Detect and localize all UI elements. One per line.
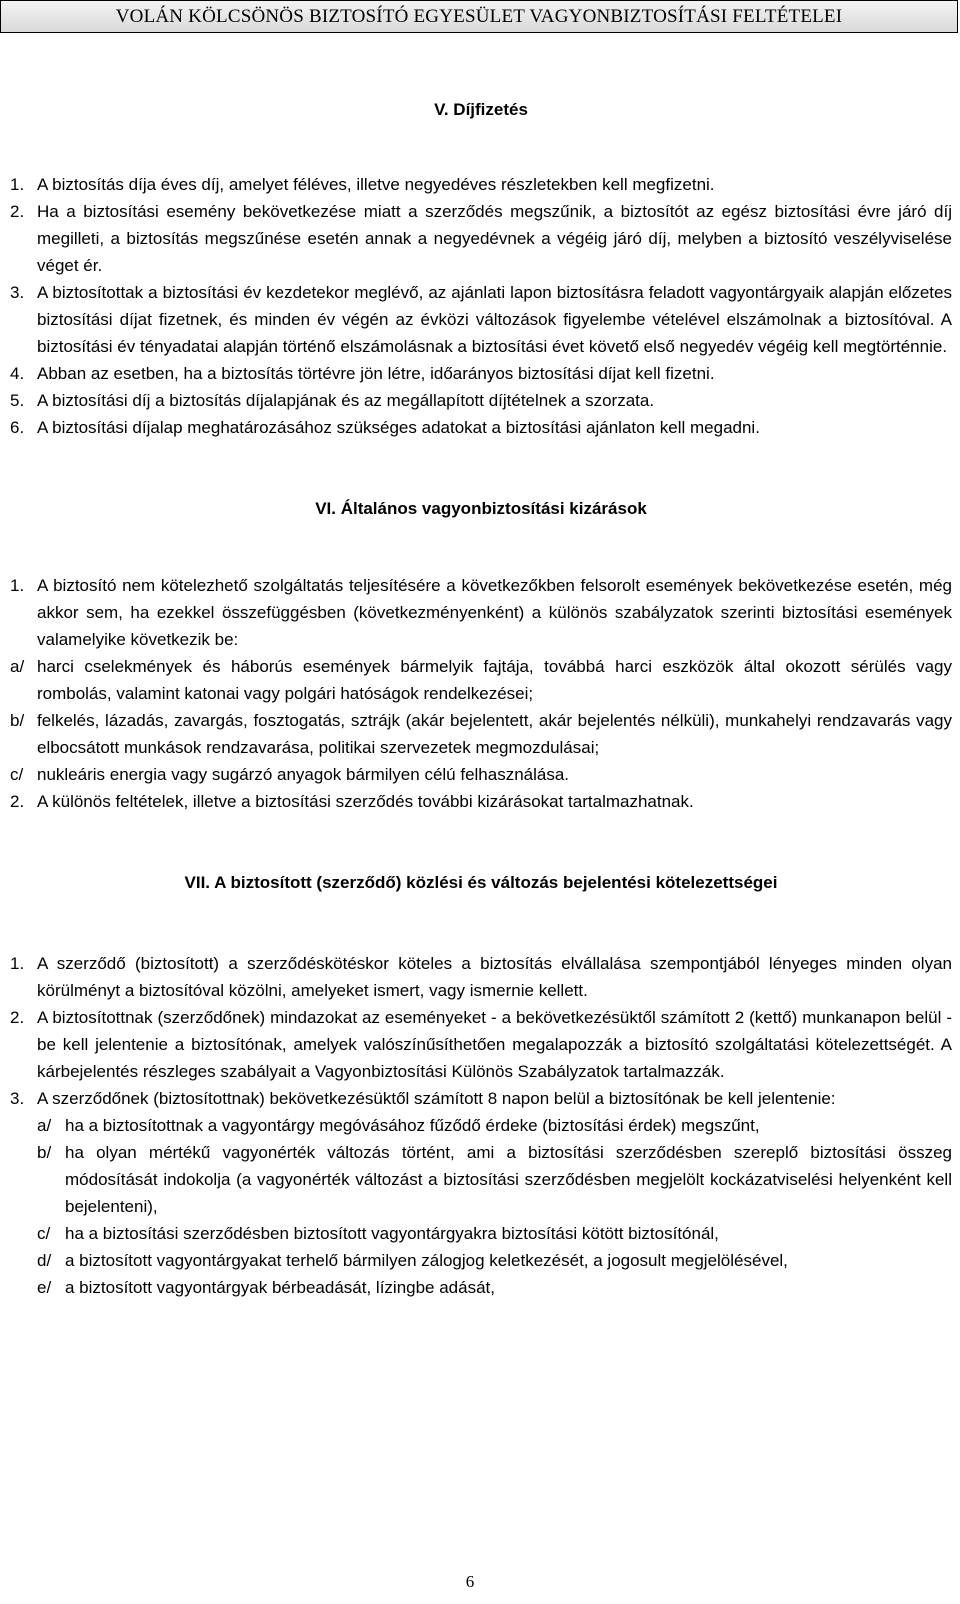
list-item xyxy=(10,198,952,279)
item-number: 2. xyxy=(10,792,25,811)
sub-item-text: ha a biztosítottnak a vagyontárgy megóvásához fűződő érdeke (biztosítási érdek) megszűnt, xyxy=(65,1116,760,1135)
section-title: VII. A biztosított (szerződő) közlési és változás bejelentési kötelezettségei xyxy=(184,873,778,892)
section-list xyxy=(10,950,952,1301)
item-text: Ha a biztosítási esemény bekövetkezése miatt a szerződés megszűnik, a biztosítót az egész biztosítási évre járó díj megilleti, a biztosítás megszűnése esetén annak a negyedévnek a végéig járó díj, melyben a biztosító veszélyviselése véget ér. xyxy=(37,202,952,275)
sub-item xyxy=(37,1220,952,1247)
section-title: VI. Általános vagyonbiztosítási kizárások xyxy=(315,499,647,518)
item-text: A biztosítottak a biztosítási év kezdetekor meglévő, az ajánlati lapon biztosításra feladott vagyontárgyaik alapján előzetes biztosítási díjat fizetnek, és minden év végén az évközi változások figyelembe vételével elszámolnak a biztosítóval. A biztosítási év tényadatai alapján történő elszámolásnak a biztosítási évet követő első negyedév végéig kell megtörténnie. xyxy=(37,283,952,356)
list-item xyxy=(10,360,952,387)
list-item xyxy=(10,171,952,198)
sub-item-label: c/ xyxy=(37,1224,51,1243)
section-list xyxy=(10,572,952,815)
item-number: 5. xyxy=(10,391,25,410)
item-text: A biztosítási díj a biztosítás díjalapjának és az megállapított díjtételnek a szorzata. xyxy=(37,391,655,410)
item-number: 1. xyxy=(10,576,25,595)
item-number: 3. xyxy=(10,283,25,302)
list-item xyxy=(10,788,952,815)
sub-item xyxy=(37,1112,952,1139)
sub-item-label: b/ xyxy=(10,711,25,730)
item-number: 2. xyxy=(10,202,25,221)
sub-item-text: ha a biztosítási szerződésben biztosított vagyontárgyakra biztosítási kötött biztosítónál, xyxy=(65,1224,719,1243)
item-number: 6. xyxy=(10,418,25,437)
sub-item-label: e/ xyxy=(37,1278,52,1297)
item-number: 3. xyxy=(10,1089,25,1108)
item-text: A biztosító nem kötelezhető szolgáltatás teljesítésére a következőkben felsorolt események bekövetkezése esetén, még akkor sem, ha ezekkel összefüggésben (következményenként) a különös szabályzatok szerinti biztosítási események valamelyike következik be: xyxy=(37,576,952,649)
list-item xyxy=(10,572,952,653)
section-list xyxy=(10,171,952,441)
sub-item xyxy=(37,1274,952,1301)
sub-item-text: ha olyan mértékű vagyonérték változás történt, ami a biztosítási szerződésben szereplő biztosítási összeg módosítását indokolja (a vagyonérték változást a biztosítási szerződésben megjelölt kockázatviselési helyenként kell bejelenteni), xyxy=(65,1143,952,1216)
item-number: 1. xyxy=(10,954,25,973)
item-text: A szerződőnek (biztosítottnak) bekövetkezésüktől számított 8 napon belül a biztosítónak be kell jelentenie: xyxy=(37,1089,836,1108)
list-item xyxy=(10,414,952,441)
item-text: A biztosítás díja éves díj, amelyet féléves, illetve negyedéves részletekben kell megfizetni. xyxy=(37,175,715,194)
sub-item-label: c/ xyxy=(10,765,24,784)
item-number: 1. xyxy=(10,175,25,194)
sub-item xyxy=(10,653,952,707)
sub-item-label: a/ xyxy=(37,1116,52,1135)
list-item xyxy=(10,950,952,1004)
page-number: 6 xyxy=(465,1572,475,1591)
document-header: VOLÁN KÖLCSÖNÖS BIZTOSÍTÓ EGYESÜLET VAGYONBIZTOSÍTÁSI FELTÉTELEI xyxy=(0,0,958,33)
item-text: A biztosítottnak (szerződőnek) mindazokat az eseményeket - a bekövetkezésüktől számított 2 (kettő) munkanapon belül - be kell jelentenie a biztosítónak, amelyek valószínűsíthetően megalapozzák a biztosító szolgáltatási kötelezettségét. A kárbejelentés részleges szabályait a Vagyonbiztosítási Különös Szabályzatok tartalmazzák. xyxy=(37,1008,952,1081)
sub-item-text: felkelés, lázadás, zavargás, fosztogatás, sztrájk (akár bejelentett, akár bejelentés nélküli), munkahelyi rendzavarás vagy elbocsátott munkások rendzavarása, politikai szervezetek megmozdulásai; xyxy=(37,711,952,757)
list-item xyxy=(10,1085,952,1112)
sub-item-text: nukleáris energia vagy sugárzó anyagok bármilyen célú felhasználása. xyxy=(37,765,570,784)
item-text: A különös feltételek, illetve a biztosítási szerződés további kizárásokat tartalmazhatnak. xyxy=(37,792,694,811)
sub-item xyxy=(37,1139,952,1220)
list-item xyxy=(10,387,952,414)
sub-item xyxy=(10,707,952,761)
item-text: A szerződő (biztosított) a szerződéskötéskor köteles a biztosítás elvállalása szempontjából lényeges minden olyan körülményt a biztosítóval közölni, amelyeket ismert, vagy ismernie kellett. xyxy=(37,954,952,1000)
sub-item-label: d/ xyxy=(37,1251,52,1270)
section-title: V. Díjfizetés xyxy=(434,100,528,119)
sub-item-text: a biztosított vagyontárgyak bérbeadását, lízingbe adását, xyxy=(65,1278,495,1297)
item-text: Abban az esetben, ha a biztosítás törtévre jön létre, időarányos biztosítási díjat kell fizetni. xyxy=(37,364,715,383)
list-item xyxy=(10,279,952,360)
sub-item xyxy=(10,761,952,788)
item-number: 2. xyxy=(10,1008,25,1027)
sub-item-label: a/ xyxy=(10,657,25,676)
item-number: 4. xyxy=(10,364,25,383)
item-text: A biztosítási díjalap meghatározásához szükséges adatokat a biztosítási ajánlaton kell megadni. xyxy=(37,418,760,437)
sub-item-label: b/ xyxy=(37,1143,52,1162)
document-body xyxy=(10,96,952,1301)
list-item xyxy=(10,1004,952,1085)
sub-item-text: a biztosított vagyontárgyakat terhelő bármilyen zálogjog keletkezését, a jogosult megjelölésével, xyxy=(65,1251,788,1270)
sub-item-text: harci cselekmények és háborús események bármelyik fajtája, továbbá harci eszközök által okozott sérülés vagy rombolás, valamint katonai vagy polgári hatóságok rendelkezései; xyxy=(37,657,952,703)
sub-item xyxy=(37,1247,952,1274)
